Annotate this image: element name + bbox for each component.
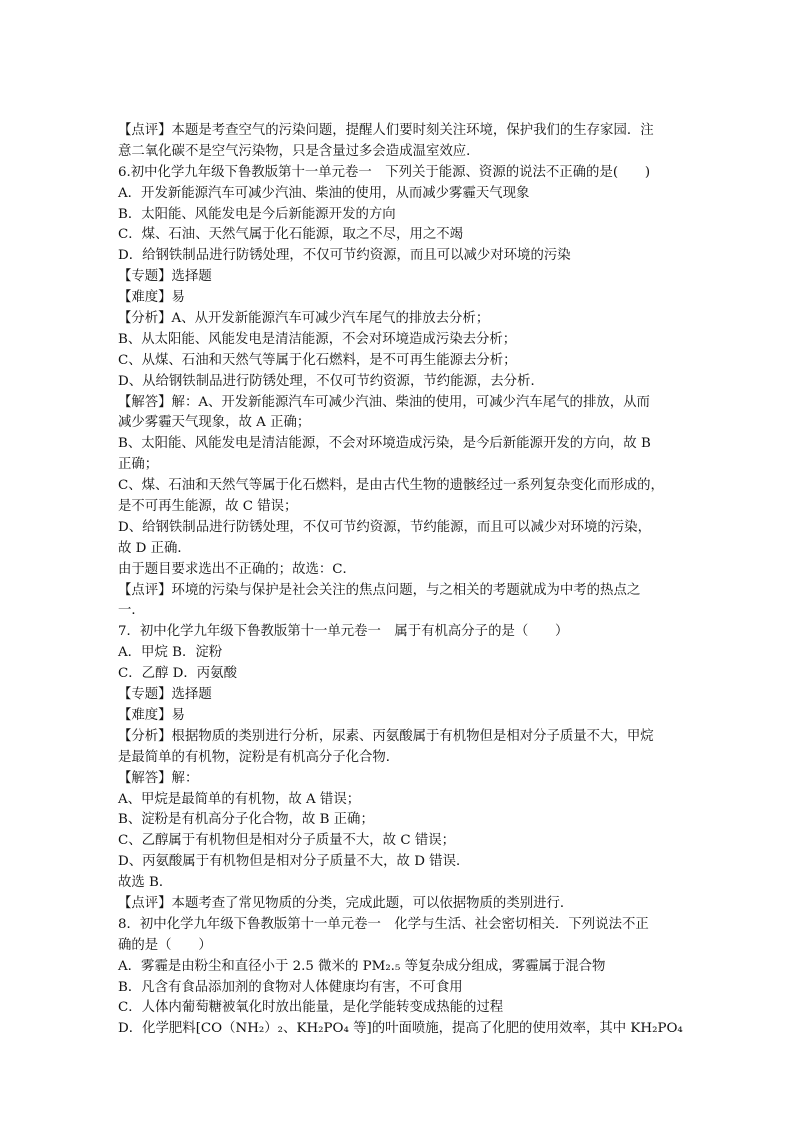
analysis-line: 是最简单的有机物，淀粉是有机高分子化合物． <box>118 749 400 765</box>
question-8-stem: 确的是（ ） <box>118 937 212 953</box>
option-a: A．开发新能源汽车可减少汽油、柴油的使用，从而减少雾霾天气现象 <box>118 185 530 201</box>
answer-line: 是不可再生能源，故 C 错误； <box>118 499 298 515</box>
question-6-stem: 6.初中化学九年级下鲁教版第十一单元卷一 下列关于能源、资源的说法不正确的是( ) <box>118 164 651 180</box>
option-b: B．凡含有食品添加剂的食物对人体健康均有害，不可食用 <box>118 979 463 995</box>
difficulty-label: 【难度】易 <box>118 290 185 306</box>
question-8-stem: 8．初中化学九年级下鲁教版第十一单元卷一 化学与生活、社会密切相关．下列说法不正 <box>118 916 649 932</box>
answer-line: 故 D 正确． <box>118 540 191 556</box>
answer-line: B、淀粉是有机高分子化合物，故 B 正确； <box>118 812 374 828</box>
analysis-line: 【分析】A、从开发新能源汽车可减少汽车尾气的排放去分析； <box>118 311 490 327</box>
text-line: 【点评】本题是考查空气的污染问题，提醒人们要时刻关注环境，保护我们的生存家园．注 <box>118 123 654 138</box>
option-c: C．人体内葡萄糖被氧化时放出能量，是化学能转变成热能的过程 <box>118 1000 504 1016</box>
option-b: B．太阳能、风能发电是今后新能源开发的方向 <box>118 206 396 222</box>
analysis-line: D、从给钢铁制品进行防锈处理，不仅可节约资源，节约能源，去分析． <box>118 373 544 389</box>
comment-line: 【点评】本题考查了常见物质的分类，完成此题，可以依据物质的类别进行． <box>118 895 574 911</box>
topic-label: 【专题】选择题 <box>118 687 212 703</box>
difficulty-label: 【难度】易 <box>118 707 185 723</box>
comment-line: 【点评】环境的污染与保护是社会关注的焦点问题，与之相关的考题就成为中考的热点之 <box>118 582 641 598</box>
option-d: D．给钢铁制品进行防锈处理，不仅可节约资源，而且可以减少对环境的污染 <box>118 248 571 264</box>
answer-line: C、煤、石油和天然气等属于化石燃料，是由古代生物的遗骸经过一系列复杂变化而形成的， <box>118 478 664 494</box>
option-cd: C．乙醇 D．丙氨酸 <box>118 666 237 682</box>
answer-line: D、丙氨酸属于有机物但是相对分子质量不大，故 D 错误． <box>118 854 470 870</box>
answer-line: D、给钢铁制品进行防锈处理，不仅可节约资源，节约能源，而且可以减少对环境的污染， <box>118 519 651 535</box>
comment-line: 一． <box>118 603 145 619</box>
option-c: C．煤、石油、天然气属于化石能源，取之不尽，用之不竭 <box>118 227 464 243</box>
answer-line: 【解答】解： <box>118 770 199 786</box>
answer-line: B、太阳能、风能发电是清洁能源，不会对环境造成污染，是今后新能源开发的方向，故 B <box>118 436 651 452</box>
option-a: A．雾霾是由粉尘和直径小于 2.5 微米的 PM₂.₅ 等复杂成分组成，雾霾属于混合物 <box>118 958 606 974</box>
analysis-line: B、从太阳能、风能发电是清洁能源，不会对环境造成污染去分析； <box>118 331 517 347</box>
option-ab: A．甲烷 B．淀粉 <box>118 645 223 661</box>
answer-line: 故选 B． <box>118 875 173 891</box>
answer-line: A、甲烷是最简单的有机物，故 A 错误； <box>118 791 361 807</box>
option-d: D．化学肥料[CO（NH₂）₂、KH₂PO₄ 等]的叶面喷施，提高了化肥的使用效率，其中 KH₂PO₄ <box>118 1021 683 1037</box>
answer-line: 【解答】解：A、开发新能源汽车可减少汽油、柴油的使用，可减少汽车尾气的排放，从而 <box>118 394 650 410</box>
question-7-stem: 7．初中化学九年级下鲁教版第十一单元卷一 属于有机高分子的是（ ） <box>118 624 569 640</box>
topic-label: 【专题】选择题 <box>118 269 212 285</box>
document-page <box>118 121 683 1040</box>
answer-line: 减少雾霾天气现象，故 A 正确； <box>118 415 311 431</box>
text-line: 意二氧化碳不是空气污染物，只是含量过多会造成温室效应． <box>118 143 480 159</box>
answer-line: 由于题目要求选出不正确的；故选：C． <box>118 561 356 577</box>
analysis-line: 【分析】根据物质的类别进行分析，尿素、丙氨酸属于有机物但是相对分子质量不大，甲烷 <box>118 728 654 744</box>
analysis-line: C、从煤、石油和天然气等属于化石燃料，是不可再生能源去分析； <box>118 352 517 368</box>
answer-line: 正确； <box>118 457 159 473</box>
answer-line: C、乙醇属于有机物但是相对分子质量不大，故 C 错误； <box>118 833 455 849</box>
